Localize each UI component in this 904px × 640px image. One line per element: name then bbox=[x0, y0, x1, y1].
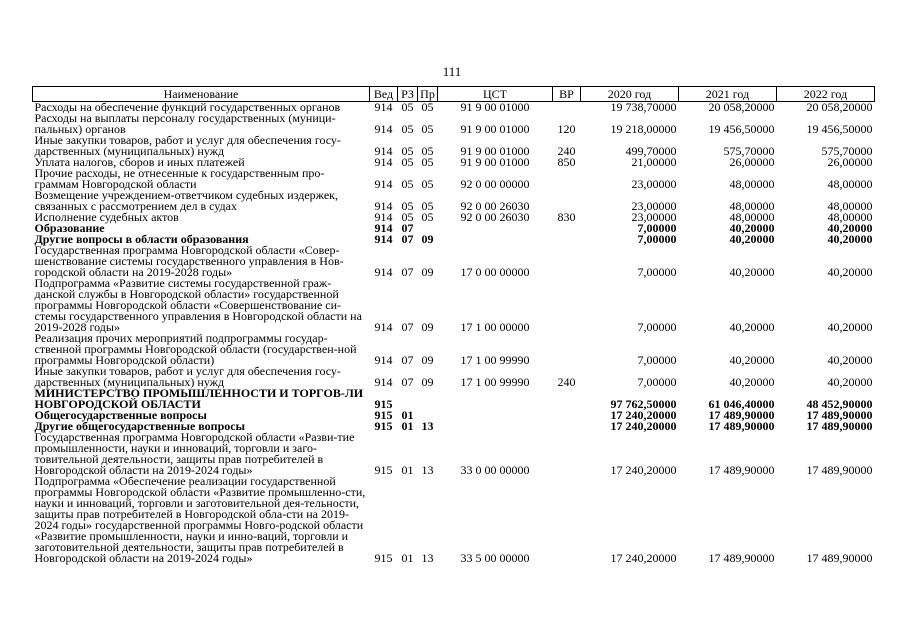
row-pr: 05 bbox=[421, 210, 434, 224]
row-value-2020: 7,00000 bbox=[637, 232, 677, 246]
row-value-2020: 23,00000 bbox=[631, 199, 677, 213]
row-value-2020: 7,00000 bbox=[637, 320, 677, 334]
row-value-2021: 40,20000 bbox=[729, 265, 775, 279]
row-rz: 07 bbox=[401, 265, 414, 279]
row-pr: 05 bbox=[421, 144, 434, 158]
row-pr bbox=[418, 388, 438, 410]
row-pr: 13 bbox=[421, 463, 434, 477]
row-vr bbox=[553, 234, 581, 245]
row-value-2021: 26,00000 bbox=[729, 155, 775, 169]
row-value-2022: 48,00000 bbox=[827, 177, 873, 191]
row-value-2022: 48 452,90000 bbox=[806, 397, 873, 411]
row-value-2021: 17 489,90000 bbox=[708, 419, 775, 433]
table-row bbox=[33, 476, 875, 564]
header-vr: ВР bbox=[553, 87, 581, 102]
row-vr bbox=[553, 223, 581, 234]
row-pr: 09 bbox=[421, 232, 434, 246]
row-rz: 05 bbox=[401, 144, 414, 158]
row-value-2020: 7,00000 bbox=[637, 375, 677, 389]
row-value-2021: 19 456,50000 bbox=[708, 122, 775, 136]
row-rz: 07 bbox=[401, 320, 414, 334]
row-pr: 05 bbox=[421, 100, 434, 114]
row-name: Общегосударственные вопросы bbox=[34, 408, 207, 422]
row-ved: 915 bbox=[374, 397, 393, 411]
row-vr: 120 bbox=[557, 122, 576, 136]
row-cst: 92 0 00 26030 bbox=[460, 210, 530, 224]
row-value-2021: 17 489,90000 bbox=[708, 463, 775, 477]
row-vr: 830 bbox=[557, 210, 576, 224]
row-ved: 914 bbox=[374, 155, 393, 169]
row-vr bbox=[553, 190, 581, 212]
row-ved: 914 bbox=[374, 210, 393, 224]
row-rz: 05 bbox=[401, 100, 414, 114]
header-name: Наименование bbox=[33, 87, 370, 102]
row-vr: 240 bbox=[557, 375, 576, 389]
row-value-2021: 48,00000 bbox=[729, 199, 775, 213]
row-value-2022: 48,00000 bbox=[827, 199, 873, 213]
row-ved: 914 bbox=[374, 265, 393, 279]
row-value-2021: 40,20000 bbox=[729, 232, 775, 246]
row-value-2021: 48,00000 bbox=[729, 177, 775, 191]
row-vr bbox=[553, 432, 581, 476]
row-pr: 09 bbox=[421, 265, 434, 279]
row-value-2020: 7,00000 bbox=[637, 221, 677, 235]
header-year-2021: 2021 год bbox=[679, 87, 777, 102]
row-cst bbox=[438, 234, 553, 245]
row-cst: 92 0 00 26030 bbox=[460, 199, 530, 213]
row-name: Расходы на обеспечение функций государственных органов bbox=[34, 100, 341, 114]
row-value-2021: 40,20000 bbox=[729, 375, 775, 389]
row-ved: 914 bbox=[374, 232, 393, 246]
row-value-2020: 17 240,20000 bbox=[610, 419, 677, 433]
row-cst: 91 9 00 01000 bbox=[460, 122, 530, 136]
row-cst bbox=[438, 388, 553, 410]
row-ved: 914 bbox=[374, 199, 393, 213]
row-name: Государственная программа Новгородской области «Совер-шенствование системы государственного управления в Нов-городской области на 2019-2028 годы» bbox=[34, 243, 344, 279]
row-ved: 914 bbox=[374, 375, 393, 389]
header-cst: ЦСТ bbox=[438, 87, 553, 102]
header-pr: Пр bbox=[418, 87, 438, 102]
row-ved: 914 bbox=[374, 320, 393, 334]
row-name: Иные закупки товаров, работ и услуг для обеспечения госу-дарственных (муниципальных) нужд bbox=[34, 364, 341, 389]
row-value-2022: 48,00000 bbox=[827, 210, 873, 224]
row-name: Подпрограмма «Обеспечение реализации государственной программы Новгородской области «Развитие промышленно-сти, науки и инноваций, торговли и заготовительной дея-тельности, защиты прав потребителей в Новгородской обла-сти на 2019-2024 годы» государственной программы Новго-родской области «Развитие промышленности, науки и инно-ваций, торговли и заготовительной деятельности, защиты прав потребителей в Новгородской области на 2019-2024 годы» bbox=[34, 474, 366, 565]
row-ved: 914 bbox=[374, 122, 393, 136]
row-value-2020: 7,00000 bbox=[637, 265, 677, 279]
row-vr bbox=[553, 333, 581, 366]
row-value-2022: 17 489,90000 bbox=[806, 551, 873, 565]
row-cst bbox=[438, 223, 553, 234]
row-name: Образование bbox=[34, 221, 105, 235]
row-name: Иные закупки товаров, работ и услуг для обеспечения госу-дарственных (муниципальных) нужд bbox=[34, 133, 341, 158]
row-rz: 05 bbox=[401, 122, 414, 136]
row-vr: 240 bbox=[557, 144, 576, 158]
header-ved: Вед bbox=[370, 87, 398, 102]
row-name: Возмещение учреждением-ответчиком судебных издержек, связанных с рассмотрением дел в судах bbox=[34, 188, 338, 213]
row-name: Исполнение судебных актов bbox=[34, 210, 179, 224]
table-row bbox=[33, 278, 875, 333]
row-vr: 850 bbox=[557, 155, 576, 169]
row-ved: 915 bbox=[374, 551, 393, 565]
row-pr: 05 bbox=[421, 122, 434, 136]
row-rz: 05 bbox=[401, 177, 414, 191]
row-cst bbox=[438, 421, 553, 432]
row-vr bbox=[553, 278, 581, 333]
row-rz: 05 bbox=[401, 210, 414, 224]
row-cst: 33 5 00 00000 bbox=[460, 551, 530, 565]
row-cst: 91 9 00 01000 bbox=[460, 155, 530, 169]
row-rz: 01 bbox=[401, 408, 414, 422]
row-cst: 92 0 00 00000 bbox=[460, 177, 530, 191]
row-value-2022: 26,00000 bbox=[827, 155, 873, 169]
row-value-2021: 40,20000 bbox=[729, 320, 775, 334]
page-number: 111 bbox=[442, 64, 462, 79]
row-name: Другие общегосударственные вопросы bbox=[34, 419, 245, 433]
row-value-2020: 7,00000 bbox=[637, 353, 677, 367]
row-value-2022: 19 456,50000 bbox=[806, 122, 873, 136]
row-value-2020: 17 240,20000 bbox=[610, 551, 677, 565]
row-vr bbox=[553, 168, 581, 190]
row-rz: 07 bbox=[401, 232, 414, 246]
row-value-2022: 575,70000 bbox=[821, 144, 873, 158]
row-value-2022: 40,20000 bbox=[827, 232, 873, 246]
table-row bbox=[33, 366, 875, 388]
row-value-2022: 40,20000 bbox=[827, 320, 873, 334]
row-vr bbox=[553, 421, 581, 432]
row-rz: 01 bbox=[401, 419, 414, 433]
row-pr: 13 bbox=[421, 419, 434, 433]
row-rz: 05 bbox=[401, 155, 414, 169]
row-ved: 915 bbox=[374, 419, 393, 433]
row-name: Расходы на выплаты персоналу государственных (муници-пальных) органов bbox=[34, 111, 336, 136]
row-value-2022: 20 058,20000 bbox=[806, 100, 873, 114]
row-name: Другие вопросы в области образования bbox=[34, 232, 249, 246]
row-vr bbox=[553, 245, 581, 278]
row-value-2020: 97 762,50000 bbox=[610, 397, 677, 411]
row-value-2020: 19 218,00000 bbox=[610, 122, 677, 136]
row-cst: 91 9 00 01000 bbox=[460, 144, 530, 158]
row-value-2021: 61 046,40000 bbox=[708, 397, 775, 411]
row-ved: 915 bbox=[374, 408, 393, 422]
table-row bbox=[33, 135, 875, 157]
row-cst bbox=[438, 410, 553, 421]
row-value-2022: 40,20000 bbox=[827, 375, 873, 389]
row-vr bbox=[553, 102, 581, 114]
row-pr: 05 bbox=[421, 177, 434, 191]
header-year-2022: 2022 год bbox=[777, 87, 875, 102]
row-value-2020: 499,70000 bbox=[625, 144, 677, 158]
table-row bbox=[33, 388, 875, 410]
row-rz: 01 bbox=[401, 551, 414, 565]
row-value-2022: 40,20000 bbox=[827, 265, 873, 279]
budget-table bbox=[32, 86, 875, 564]
row-value-2021: 48,00000 bbox=[729, 210, 775, 224]
row-rz: 01 bbox=[401, 463, 414, 477]
row-value-2021: 17 489,90000 bbox=[708, 408, 775, 422]
row-rz: 07 bbox=[401, 221, 414, 235]
row-name: Уплата налогов, сборов и иных платежей bbox=[34, 155, 245, 169]
row-vr bbox=[553, 476, 581, 564]
row-pr: 09 bbox=[421, 320, 434, 334]
row-ved: 915 bbox=[374, 463, 393, 477]
row-pr: 05 bbox=[421, 155, 434, 169]
row-cst: 17 0 00 00000 bbox=[460, 265, 530, 279]
row-ved: 914 bbox=[374, 144, 393, 158]
row-value-2022: 17 489,90000 bbox=[806, 419, 873, 433]
table-row bbox=[33, 432, 875, 476]
row-ved: 914 bbox=[374, 221, 393, 235]
row-value-2021: 20 058,20000 bbox=[708, 100, 775, 114]
row-value-2020: 23,00000 bbox=[631, 210, 677, 224]
row-value-2020: 17 240,20000 bbox=[610, 463, 677, 477]
row-value-2022: 40,20000 bbox=[827, 221, 873, 235]
row-value-2021: 40,20000 bbox=[729, 353, 775, 367]
row-pr: 13 bbox=[421, 551, 434, 565]
row-pr: 09 bbox=[421, 375, 434, 389]
row-cst: 17 1 00 00000 bbox=[460, 320, 530, 334]
row-cst: 17 1 00 99990 bbox=[460, 353, 530, 367]
row-value-2021: 575,70000 bbox=[723, 144, 775, 158]
table-row bbox=[33, 333, 875, 366]
row-ved: 914 bbox=[374, 100, 393, 114]
row-pr: 09 bbox=[421, 353, 434, 367]
row-pr: 05 bbox=[421, 199, 434, 213]
row-name: Реализация прочих мероприятий подпрограммы государ-ственной программы Новгородской области (государствен-ной программы Новгородской области) bbox=[34, 331, 357, 367]
row-cst: 91 9 00 01000 bbox=[460, 100, 530, 114]
row-ved: 914 bbox=[374, 353, 393, 367]
table-body bbox=[33, 102, 875, 565]
row-rz: 07 bbox=[401, 353, 414, 367]
header-rz: РЗ bbox=[398, 87, 418, 102]
row-value-2022: 17 489,90000 bbox=[806, 463, 873, 477]
header-year-2020: 2020 год bbox=[581, 87, 679, 102]
row-ved: 914 bbox=[374, 177, 393, 191]
row-rz bbox=[398, 388, 418, 410]
row-name: Прочие расходы, не отнесенные к государственным про-граммам Новгородской области bbox=[34, 166, 325, 191]
table-row bbox=[33, 168, 875, 190]
row-vr bbox=[553, 410, 581, 421]
row-value-2020: 17 240,20000 bbox=[610, 408, 677, 422]
row-vr bbox=[553, 388, 581, 410]
table-row bbox=[33, 190, 875, 212]
row-rz: 05 bbox=[401, 199, 414, 213]
row-value-2021: 17 489,90000 bbox=[708, 551, 775, 565]
row-name: Государственная программа Новгородской области «Разви-тие промышленности, науки и инноваций, торговли и заго-товительной деятельности, защиты прав потребителей в Новгородской области на 2019-2024 годы» bbox=[34, 430, 355, 477]
row-value-2020: 19 738,70000 bbox=[610, 100, 677, 114]
row-cst: 33 0 00 00000 bbox=[460, 463, 530, 477]
row-value-2022: 40,20000 bbox=[827, 353, 873, 367]
row-value-2021: 40,20000 bbox=[729, 221, 775, 235]
table-row bbox=[33, 113, 875, 135]
row-name: Подпрограмма «Развитие системы государственной граж-данской службы в Новгородской области» государственной программы Новгородской области «Совершенствование си-стемы государственного управления в Новгородской области на 2019-2028 годы» bbox=[34, 276, 362, 334]
row-value-2020: 23,00000 bbox=[631, 177, 677, 191]
row-cst: 17 1 00 99990 bbox=[460, 375, 530, 389]
row-rz: 07 bbox=[401, 375, 414, 389]
row-name: МИНИСТЕРСТВО ПРОМЫШЛЕННОСТИ И ТОРГОВ-ЛИ НОВГОРОДСКОЙ ОБЛАСТИ bbox=[34, 386, 364, 411]
table-row bbox=[33, 245, 875, 278]
row-value-2020: 21,00000 bbox=[631, 155, 677, 169]
row-value-2022: 17 489,90000 bbox=[806, 408, 873, 422]
